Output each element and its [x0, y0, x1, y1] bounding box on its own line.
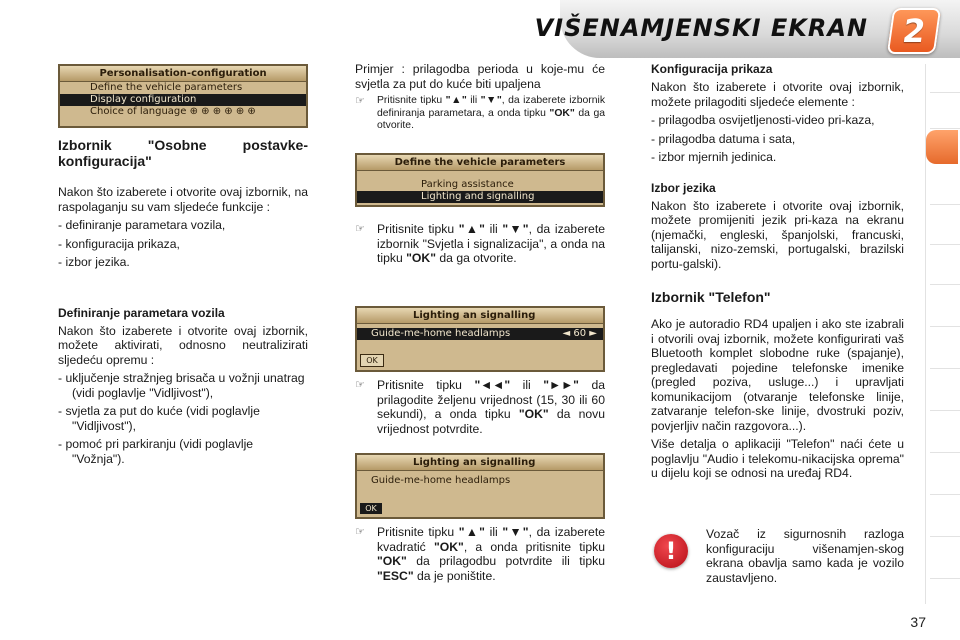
subsection-heading: Definiranje parametara vozila — [58, 305, 225, 320]
side-tab-divider — [930, 128, 960, 129]
down-key: "▼" — [502, 222, 529, 236]
paragraph: Nakon što izaberete i otvorite ovaj izbornik, možete aktivirati, odnosno neutralizirati sljedeću opremu : — [58, 323, 308, 367]
list-item: - konfiguracija prikaza, — [58, 236, 180, 251]
side-tab-divider — [930, 410, 960, 411]
paragraph: Nakon što izaberete i otvorite ovaj izbornik, na raspolaganju su vam sljedeće funkcije : — [58, 185, 308, 214]
hand-pointer-icon: ☞ — [355, 223, 365, 235]
screen-title: Define the vehicle parameters — [357, 155, 603, 171]
up-key: "▲" — [458, 222, 485, 236]
side-tab-divider — [930, 244, 960, 245]
side-tab-divider — [930, 494, 960, 495]
list-item: - izbor mjernih jedinica. — [651, 150, 777, 164]
paragraph: Primjer : prilagodba perioda u koje-mu će svjetla za put do kuće biti upaljena — [355, 62, 605, 91]
esc-key: "ESC" — [377, 568, 414, 583]
ok-key: "OK" — [406, 251, 436, 265]
down-key: "▼" — [480, 95, 502, 106]
subsection-heading: Izbor jezika — [651, 180, 716, 195]
screen-row: Choice of language ⊕ ⊕ ⊕ ⊕ ⊕ ⊕ — [90, 106, 256, 117]
list-item: - prilagodba osvijetljenosti-video pri-kaza, — [651, 113, 875, 127]
screen-row: Parking assistance — [421, 179, 514, 190]
setting-label: Guide-me-home headlamps — [371, 328, 511, 339]
list-item: - uključenje stražnjeg brisača u vožnji unatrag (vidi poglavlje "Vidljivost"), — [58, 371, 305, 400]
ok-box: OK — [360, 354, 384, 367]
screen-title: Lighting an signalling — [357, 308, 603, 324]
column-left — [58, 137, 308, 470]
section-heading: Izbornik "Telefon" — [651, 289, 771, 305]
ok-box-selected: OK — [360, 503, 382, 514]
warning-box — [706, 527, 904, 589]
instruction: ☞ Pritisnite tipku "▲" ili "▼", da izaberete kvadratić "OK", a onda pritisnite tipku "OK" da prilagodbu potvrdite ili tipku "ESC" da je poništite. — [355, 525, 605, 583]
paragraph: Nakon što izaberete i otvorite ovaj izbornik, možete promijeniti jezik pri-kaza na ekranu (njemački, engleski, španjolski, francuski, talijanski, nizo-zemski, portugalski, brazilski portu-galski). — [651, 198, 904, 271]
up-key: "▲" — [445, 95, 467, 106]
page-title: VIŠENAMJENSKI EKRAN — [534, 14, 868, 42]
side-tab-divider — [930, 578, 960, 579]
column-middle — [355, 62, 605, 133]
side-tab-divider — [930, 536, 960, 537]
side-tab-divider — [930, 92, 960, 93]
warning-exclamation-icon: ! — [654, 534, 688, 568]
chapter-badge — [887, 8, 941, 54]
side-tabs — [925, 64, 960, 604]
section-heading: Izbornik "Osobne postavke-konfiguracija" — [58, 137, 308, 169]
rewind-key: "◄◄" — [474, 378, 511, 392]
paragraph: Više detalja o aplikaciji "Telefon" naći ćete u poglavlju "Audio i telekomu-nikacijska oprema" u dijelu koji se odnosi na uređaj RD4. — [651, 437, 904, 480]
instruction: ☞ Pritisnite tipku "◄◄" ili "►►" da prilagodite željenu vrijednost (15, 30 ili 60 sekundi), a onda tipku "OK" da novu vrijednost potvrdite. — [355, 378, 605, 436]
instruction-block — [355, 222, 605, 266]
list-item: - definiranje parametara vozila, — [58, 218, 226, 232]
down-key: "▼" — [502, 525, 529, 539]
side-tab-divider — [930, 284, 960, 285]
side-tab-divider — [930, 452, 960, 453]
list-item: - prilagodba datuma i sata, — [651, 131, 796, 146]
screen-row-selected — [357, 328, 603, 340]
screen-title: Lighting an signalling — [357, 455, 603, 471]
up-key: "▲" — [458, 525, 485, 539]
screen-lighting-value — [355, 306, 605, 372]
instruction-block — [355, 525, 605, 583]
side-tab-active — [926, 130, 958, 164]
screen-row-selected: Lighting and signalling — [357, 191, 603, 203]
ok-key: "OK" — [549, 107, 575, 119]
page-number: 37 — [910, 614, 926, 630]
ok-key: "OK" — [518, 407, 549, 421]
screen-row: Define the vehicle parameters — [90, 82, 243, 93]
chapter-number: 2 — [900, 12, 928, 50]
side-tab-divider — [930, 326, 960, 327]
screen-title: Personalisation-configuration — [60, 66, 306, 82]
screen-vehicle-parameters — [355, 153, 605, 207]
hand-pointer-icon: ☞ — [355, 526, 365, 538]
list-item: - izbor jezika. — [58, 255, 130, 269]
subsection-heading: Konfiguracija prikaza — [651, 62, 773, 76]
hand-pointer-icon: ☞ — [355, 379, 365, 391]
screen-lighting-confirm — [355, 453, 605, 519]
screen-row: Guide-me-home headlamps — [371, 475, 511, 486]
list-item: - pomoć pri parkiranju (vidi poglavlje "Vožnja"). — [58, 437, 254, 466]
paragraph: Nakon što izaberete i otvorite ovaj izbornik, možete prilagoditi sljedeće elemente : — [651, 80, 904, 109]
ok-key: "OK" — [433, 539, 464, 554]
instruction: ☞ Pritisnite tipku "▲" ili "▼", da izaberete izbornik definiranja parametara, a onda tipku "OK" da ga otvorite. — [355, 95, 606, 131]
instruction-block — [355, 378, 605, 436]
forward-key: "►►" — [543, 378, 579, 392]
hand-pointer-icon: ☞ — [355, 95, 365, 107]
side-tab-divider — [930, 368, 960, 369]
instruction: ☞ Pritisnite tipku "▲" ili "▼", da izaberete izbornik "Svjetla i signalizacija", a onda na tipku "OK" da ga otvorite. — [355, 222, 605, 265]
screen-row-selected: Display configuration — [60, 94, 306, 106]
paragraph: Ako je autoradio RD4 upaljen i ako ste izabrali i otvorili ovaj izbornik, možete konfigurirati vaš Bluetooth komplet slobodne ruke (spajanje), pregledavati pojedine telefonske imenike (pregled poziva, usluge...) i upravljati komunikacijom (otvaranje telefonske linije, zatvaranje telefon-ske linije, dvostruki poziv, povjerljiv način razgovora...). — [651, 317, 904, 433]
setting-value: ◄ 60 ► — [562, 328, 597, 339]
warning-text: Vozač iz sigurnosnih razloga konfiguraciju višenamjen-skog ekrana obavlja samo kada je vozilo zaustavljeno. — [706, 527, 904, 585]
column-right — [651, 62, 904, 485]
side-tab-divider — [930, 204, 960, 205]
list-item: - svjetla za put do kuće (vidi poglavlje "Vidljivost"), — [58, 404, 260, 433]
screen-personalisation — [58, 64, 308, 128]
ok-key: "OK" — [377, 554, 407, 568]
